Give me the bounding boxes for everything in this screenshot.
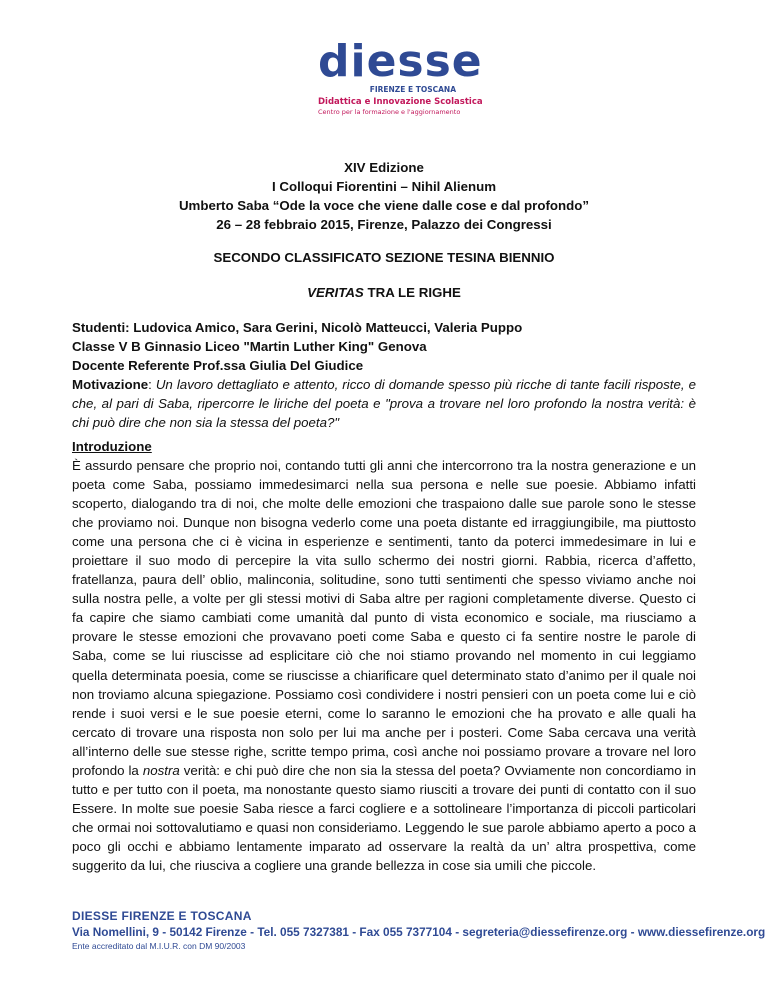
motivation-text: Un lavoro dettagliato e attento, ricco di domande spesso più ricche di tante facili risposte, e che, al pari di Saba, ripercorre le liriche del poeta e "prova a trovare nel loro profondo la nostra verità: è chi può dire che non sia la stessa del poeta?" xyxy=(72,377,696,430)
footer-accreditation: Ente accreditato dal M.I.U.R. con DM 90/2003 xyxy=(72,941,246,951)
logo-tagline: Didattica e Innovazione Scolastica xyxy=(318,97,483,107)
paper-title-rest: TRA LE RIGHE xyxy=(363,285,461,300)
paper-meta xyxy=(72,318,696,432)
logo-subtagline: Centro per la formazione e l'aggiornamento xyxy=(318,108,461,116)
students-line: Studenti: Ludovica Amico, Sara Gerini, Nicolò Matteucci, Valeria Puppo xyxy=(72,320,523,335)
footer-contacts: Via Nomellini, 9 - 50142 Firenze - Tel. 055 7327381 - Fax 055 7377104 - segreteria@diessefirenze.org - www.diessefirenze.org xyxy=(72,925,766,939)
teacher-line: Docente Referente Prof.ssa Giulia Del Giudice xyxy=(72,358,364,373)
event-theme: Umberto Saba “Ode la voce che viene dalle cose e dal profondo” xyxy=(178,198,590,213)
event-dates: 26 – 28 febbraio 2015, Firenze, Palazzo dei Congressi xyxy=(216,217,552,232)
motivation-label: Motivazione xyxy=(72,377,149,392)
intro-heading: Introduzione xyxy=(72,439,152,454)
intro-text-italic: nostra xyxy=(142,762,180,778)
award-title: SECONDO CLASSIFICATO SEZIONE TESINA BIENNIO xyxy=(213,250,555,265)
intro-body xyxy=(72,456,696,875)
paper-title xyxy=(72,283,696,302)
footer-org: DIESSE FIRENZE E TOSCANA xyxy=(72,909,252,923)
logo-word: diesse xyxy=(318,36,483,87)
diesse-logo xyxy=(318,36,483,116)
intro-text-part1: È assurdo pensare che proprio noi, contando tutti gli anni che intercorrono tra la nostra generazione e un poeta come Saba, possiamo immedesimarci nella sua persona e nelle sue poesie. Abbiamo infatti scoperto, dialogando tra di noi, che molte delle emozioni che traspaiono dalle sue parole sono le stesse che proviamo noi. Dunque non bisogna vederlo come una poeta distante ed irraggiungibile, ma piuttosto come una persona che ci è vicina in esperienze e sentimenti, tanto da poterci immedesimare in lui e proiettare il suo modo di percepire la vita sullo schermo dei nostri giorni. Rabbia, ricerca d’affetto, fratellanza, paura dell’ oblio, malinconia, solitudine, sono tutti sentimenti che spesso viviamo anche noi sulla nostra pelle, a volte per gli stessi motivi di Saba altre per ragioni completamente diverse. Questo ci fa capire che siamo cambiati come umanità dal punto di vista economico e sociale, ma riusciamo a provare le stesse emozioni che provavano poeti come Saba e questo ci fa sentire nostre le parole di Saba, come se lui riuscisse ad esplicitare ciò che noi stiamo provando nel momento in cui leggiamo quella determinata poesia, come se riuscisse a chiarificare quel determinato stato d’animo per il quale noi non troviamo alcuna spiegazione. Possiamo così condividere i nostri pensieri con un poeta come lui e ciò rende i suoi versi e le sue poesie eterni, come lo saranno le emozioni che ha provato e alle quali ha cercato di trovare una risposta non solo per lui ma anche per i posteri. Come Saba cercava una verità all’interno delle sue stesse righe, scritte tempo prima, così anche noi possiamo provare a trovare nel loro profondo la xyxy=(72,458,696,778)
letterhead-footer xyxy=(72,908,766,952)
intro-text-part2: verità: e chi può dire che non sia la stessa del poeta? Ovviamente non concordiamo in tutto e per tutto con il poeta, ma nonostante questo siamo riusciti a trovare dei punti di contatto con il suo Essere. In molte sue poesie Saba riesce a farci cogliere e a sottolineare l’importanza di piccoli particolari che ormai noi sottovalutiamo e quasi non consideriamo. Leggendo le sue parole abbiamo aperto a poco a poco gli occhi e abbiamo lentamente imparato ad osservare la realtà da un’ altra prospettiva, come suggerito da lui, che riusciva a cogliere una grande bellezza in cose sia umili che piccole. xyxy=(72,762,696,873)
event-name: I Colloqui Fiorentini – Nihil Alienum xyxy=(271,179,497,194)
class-line: Classe V B Ginnasio Liceo "Martin Luther King" Genova xyxy=(72,339,427,354)
edition: XIV Edizione xyxy=(344,160,424,175)
motivation: Motivazione: Un lavoro dettagliato e attento, ricco di domande spesso più ricche di tante facili risposte, e che, al pari di Saba, ripercorre le liriche del poeta e "prova a trovare nel loro profondo la nostra verità: è chi può dire che non sia la stessa del poeta?" xyxy=(72,377,696,430)
paper-title-italic: VERITAS xyxy=(307,285,364,300)
logo-region: FIRENZE E TOSCANA xyxy=(369,85,456,94)
event-heading xyxy=(72,158,696,234)
